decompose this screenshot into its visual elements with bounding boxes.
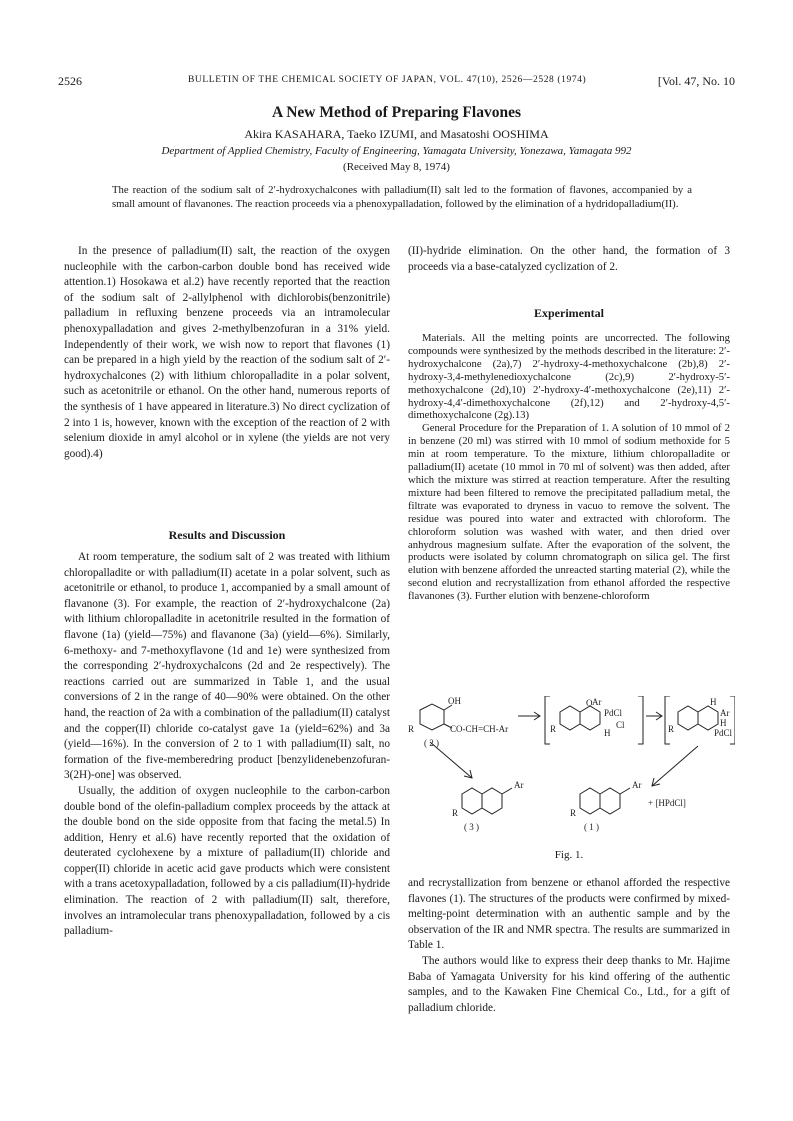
experimental-text bbox=[408, 332, 730, 603]
received-date: (Received May 8, 1974) bbox=[343, 161, 450, 173]
results-column bbox=[64, 550, 390, 940]
label-ar-1: Ar bbox=[632, 780, 642, 790]
label-r-3: R bbox=[452, 808, 459, 818]
procedure-paragraph: General Procedure for the Preparation of 1. A solution of 10 mmol of 2 in benzene (20 ml) was stirred with 10 mmol of sodium methoxide for 5 min at room temperature. To the mixture, lithium chloropalladite or palladium(II) acetate (10 mmol in 70 ml of solvent) was then added, after which the mixture was stirred at reaction temperature. After the resulting mixture had been filtered to remove the precipitated palladium metal, the filtrate was evaporated to dryness in vacuo to remove the solvent. The residue was poured into water and extracted with chloroform. The chloroform solution was washed with water, and then dried over anhydrous magnesium sulfate. After the evaporation of the solvent, the products were isolated by column chromatograph on silica gel. The first elution with benzene afforded the unreacted starting material (2), while the second elution and recrystallization from ethanol afforded the respective flavanones (3). Further elution with benzene-chloroform bbox=[408, 422, 730, 603]
label-cmpd-3: ( 3 ) bbox=[464, 822, 479, 832]
results-heading-wrap bbox=[64, 528, 390, 543]
results-paragraph-1: At room temperature, the sodium salt of 2 was treated with lithium chloropalladite or with palladium(II) acetate in a polar solvent, such as acetonitrile or ethanol, to produce 1, accompanied by a small amount of flavanone (3). For example, the reaction of 2′-hydroxychalcone (2a) with lithium chloropalladite in acetonitrile resulted in the formation of flavone (1a) (yield—75%) and flavanone (3a) (yield—6%). Similarly, 6-methoxy- and 7-methoxyflavone (1d and 1e) were synthesized from the corresponding 2′-hydroxychalcons (2d and 2e respectively). The reactions carried out are summarized in Table 1, and the usual conversions of 2 in the range of 40—90% were obtained. On the other hand, the reaction of 2a with a combination of the palladium(II) catalyst and the copper(II) chloride co-catalyst gave 1a (yield=62%) and 3a (yield—16%). In the conversion of 2 to 1 with palladium(II) salt, no formation of the five-memberedring product [benzylidenebenzofuran-3(2H)-one] was observed. bbox=[64, 551, 390, 782]
affiliation: Department of Applied Chemistry, Faculty of Engineering, Yamagata University, Yonezawa, Yamagata 992 bbox=[161, 145, 632, 157]
label-chain: CO-CH=CH-Ar bbox=[450, 724, 509, 734]
figure-caption: Fig. 1. bbox=[554, 849, 584, 861]
continuation-paragraph: (II)-hydride elimination. On the other hand, the formation of 3 proceeds via a base-catalyzed cyclization of 2. bbox=[408, 245, 730, 273]
results-paragraph-2: Usually, the addition of oxygen nucleophile to the carbon-carbon double bond of the olefin-palladium complex proceeds by the attack at the double bond on the side opposite from that facing the metal.5) In addition, Henry et al.6) have recently reported that the oxidation of deuterated cyclohexene by a mixture of palladium(II) chloride and copper(II) chloride in acetic acid gave products which were consistent with a trans acetoxypalladation, followed by a cis palladium(II)-hydride elimination. The reaction of 2 with palladium(II) salt, therefore, involves an intramolecular trans phenoxypalladation, followed by a cis palladium- bbox=[64, 784, 390, 938]
intro-column bbox=[64, 244, 390, 462]
volume-label: [Vol. 47, No. 10 bbox=[657, 74, 735, 88]
label-h-int2: H bbox=[710, 697, 717, 707]
label-pdcl-int1: PdCl bbox=[604, 708, 623, 718]
article-title: A New Method of Preparing Flavones bbox=[272, 104, 521, 121]
acknowledgment-column bbox=[408, 954, 730, 1016]
benzene-ring-int1 bbox=[560, 706, 580, 730]
acknowledgment-paragraph: The authors would like to express their deep thanks to Mr. Hajime Baba of Yamagata University for his kind offering of the authentic samples, and to the Kawaken Fine Chemical Co., Ltd., for a gift of palladium chloride. bbox=[408, 955, 730, 1014]
label-r-int1: R bbox=[550, 724, 557, 734]
label-cmpd-2: ( 2 ) bbox=[424, 738, 439, 748]
label-r-int2: R bbox=[668, 724, 675, 734]
authors: Akira KASAHARA, Taeko IZUMI, and Masatoshi OOSHIMA bbox=[244, 127, 549, 141]
label-oh: OH bbox=[448, 696, 461, 706]
page-number: 2526 bbox=[58, 74, 82, 88]
label-ar-int1: Ar bbox=[592, 697, 602, 707]
abstract: The reaction of the sodium salt of 2′-hydroxychalcones with palladium(II) salt led to the formation of flavones, accompanied by a small amount of flavanones. The reaction proceeds via a phenoxypalladation, followed by the elimination of a hydridopalladium(II). bbox=[112, 184, 692, 210]
intro-paragraph: In the presence of palladium(II) salt, the reaction of the oxygen nucleophile with the carbon-carbon double bond has received wide attention.1) Hosokawa et al.2) have recently reported that the reaction of the sodium salt of 2-allylphenol with dichlorobis(benzonitrile) palladium in refluxing benzene proceeds via an intramolecular phenoxypalladation and gives 2-methylbenzofuran in a 31% yield. Independently of their work, we wish now to report that flavones (1) can be prepared in a high yield by the reaction of the sodium salt of 2′-hydroxychalcones (2) with lithium chloropalladite in a polar solvent, such as acetonitrile or ethanol. On the other hand, numerous reports of the synthesis of 1 have appeared in literature.3) No direct cyclization of 2 into 1 is, however, known with the exception of the reaction of 2 with selenium dioxide in amyl alcohol or in xylene (the yields are not very good).4) bbox=[64, 245, 390, 460]
after-figure-column bbox=[408, 876, 730, 954]
reaction-scheme bbox=[400, 696, 735, 866]
label-r-1: R bbox=[570, 808, 577, 818]
label-pdcl-int2: PdCl bbox=[714, 728, 733, 738]
label-r-2: R bbox=[408, 724, 415, 734]
running-header bbox=[58, 74, 735, 90]
journal-citation: BULLETIN OF THE CHEMICAL SOCIETY OF JAPAN, VOL. 47(10), 2526—2528 (1974) bbox=[188, 75, 587, 85]
results-heading: Results and Discussion bbox=[168, 528, 286, 542]
label-ar-3: Ar bbox=[514, 780, 524, 790]
materials-paragraph: Materials. All the melting points are uncorrected. The following compounds were synthesized by the methods described in the literature: 2′-hydroxychalcone (2a),7) 2′-hydroxy-4-methoxychalcone (2b),8) 2′-hydroxy-3,4-methylenedioxychalcone (2c),9) 2′-hydroxy-5′-methoxychalcone (2d),10) 2′-hydroxy-4′-methoxychalcone (2e),11) 2′-hydroxy-4,4′-dimethoxychalcone (2f),12) and 2′-hydroxy-4,5′-dimethoxychalcone (2g).13) bbox=[408, 332, 730, 422]
after-figure-paragraph: and recrystallization from benzene or ethanol afforded the respective flavones (1). The structures of the products were confirmed by mixed-melting-point determination with an authentic sample and by the observation of the IR and NMR spectra. The results are summarized in Table 1. bbox=[408, 877, 730, 952]
benzene-ring-1 bbox=[580, 788, 600, 814]
label-h2-int2: H bbox=[720, 718, 727, 728]
experimental-heading-wrap bbox=[408, 306, 730, 321]
scheme-svg bbox=[400, 696, 735, 846]
benzene-ring-int2 bbox=[678, 706, 698, 730]
label-cmpd-1: ( 1 ) bbox=[584, 822, 599, 832]
benzene-ring-2 bbox=[420, 704, 444, 730]
right-continuation bbox=[408, 244, 730, 275]
label-ar-int2: Ar bbox=[720, 708, 730, 718]
label-h-int1: H bbox=[604, 728, 611, 738]
arrow-to-1 bbox=[652, 746, 698, 786]
label-hpdcl: + [HPdCl] bbox=[648, 798, 686, 808]
benzene-ring-3 bbox=[462, 788, 482, 814]
label-o-int1: O bbox=[586, 698, 593, 708]
experimental-heading: Experimental bbox=[534, 306, 604, 320]
label-cl-int1: Cl bbox=[616, 720, 625, 730]
